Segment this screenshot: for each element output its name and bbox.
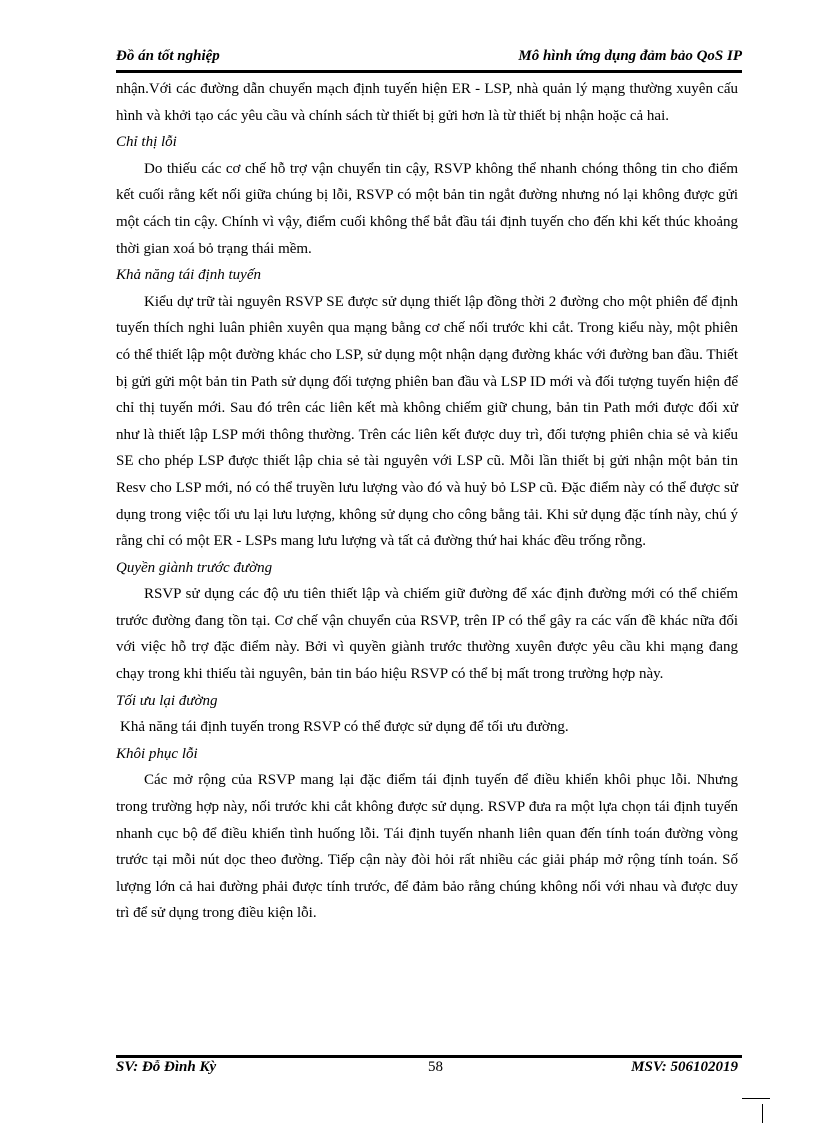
paragraph-reoptimization: Khả năng tái định tuyến trong RSVP có thể được sử dụng để tối ưu đường. <box>120 719 569 736</box>
section-heading-reoptimization: Tối ưu lại đường <box>116 692 218 709</box>
section-heading-error-indication: Chỉ thị lỗi <box>116 134 177 151</box>
paragraph-fault-recovery: Các mở rộng của RSVP mang lại đặc điểm tái định tuyến để điều khiển khôi phục lỗi. Nhưng trong trường hợp này, nối trước khi cắt không được sử dụng. RSVP đưa ra một lựa chọn tái định tuyến nhanh cục bộ để điều khiển tình huống lỗi. Tái định tuyến nhanh liên quan đến tính toán đường vòng trước tại mỗi nút dọc theo đường. Tiếp cận này đòi hỏi rất nhiều các giải pháp mở rộng tính toán. Số lượng lớn cả hai đường phải được tính trước, để đảm bảo rằng chúng không nối với nhau và được duy trì để sử dụng trong điều kiện lỗi. <box>116 772 738 922</box>
page-header <box>116 48 742 68</box>
header-thesis-title: Đồ án tốt nghiệp <box>116 48 220 64</box>
header-rule <box>116 70 742 73</box>
page-number: 58 <box>428 1059 443 1075</box>
section-heading-rerouting: Khả năng tái định tuyến <box>116 267 261 284</box>
paragraph-preemption: RSVP sử dụng các độ ưu tiên thiết lập và chiếm giữ đường để xác định đường mới có thể chiếm trước đường đang tồn tại. Cơ chế vận chuyển của RSVP, trên IP có thể gây ra các vấn đề khác nữa đối với việc hỗ trợ đặc điểm này. Bởi vì quyền giành trước thường xuyên được yêu cầu khi mạng đang chạy trong khi thiếu tài nguyên, bản tin báo hiệu RSVP có thể bị mất trong trường hợp này. <box>116 586 738 683</box>
footer-student-name: SV: Đỗ Đình Kỳ <box>116 1059 217 1075</box>
paragraph-error-indication: Do thiếu các cơ chế hỗ trợ vận chuyển tin cậy, RSVP không thể nhanh chóng thông tin cho điểm kết cuối rằng kết nối giữa chúng bị lỗi, RSVP có một bản tin ngắt đường nhưng nó lại không được gửi một cách tin cậy. Chính vì vậy, điểm cuối không thể bắt đầu tái định tuyến cho đến khi kết thúc khoảng thời gian xoá bỏ trạng thái mềm. <box>116 160 738 257</box>
crop-mark-horizontal <box>742 1098 770 1099</box>
page-footer <box>116 1059 742 1079</box>
footer-student-id: MSV: 506102019 <box>631 1059 738 1075</box>
paragraph-rerouting: Kiểu dự trữ tài nguyên RSVP SE được sử dụng thiết lập đồng thời 2 đường cho một phiên để định tuyến thích nghi luân phiên xuyên qua mạng bằng cơ chế nối trước khi cắt. Trong kiểu này, một phiên có thể thiết lập một đường khác cho LSP, sử dụng một nhận dạng đường khác với đường ban đầu. Thiết bị gửi gửi một bản tin Path sử dụng đối tượng phiên ban đầu và LSP ID mới và đối tượng tuyến hiện để chỉ thị tuyến mới. Sau đó trên các liên kết mà không chiếm giữ chung, bản tin Path mới được đối xử như là thiết lập LSP mới thông thường. Trên các liên kết được duy trì, đối tượng phiên chia sẻ và kiểu SE cho phép LSP được thiết lập chia sẻ tài nguyên với LSP cũ. Mỗi lần thiết bị gửi nhận một bản tin Resv cho LSP mới, nó có thể truyền lưu lượng vào đó và huỷ bỏ LSP cũ. Đặc điểm này có thể được sử dụng trong việc tối ưu lại lưu lượng, không sử dụng cho công bằng tải. Khi sử dụng đặc tính này, chú ý rằng chỉ có một ER - LSPs mang lưu lượng và tất cả đường thứ hai khác đều trống rỗng. <box>116 293 738 550</box>
footer-rule <box>116 1055 742 1058</box>
section-heading-preemption: Quyền giành trước đường <box>116 559 273 576</box>
crop-mark-vertical <box>762 1104 763 1123</box>
header-topic-title: Mô hình ứng dụng đảm bảo QoS IP <box>518 48 742 64</box>
document-body <box>116 76 738 927</box>
paragraph-continuation: nhận.Với các đường dẫn chuyển mạch định tuyến hiện ER - LSP, nhà quản lý mạng thường xuyên cấu hình và khởi tạo các yêu cầu và chính sách từ thiết bị gửi hơn là từ thiết bị nhận hoặc cả hai. <box>116 81 738 124</box>
section-heading-fault-recovery: Khôi phục lỗi <box>116 745 198 762</box>
